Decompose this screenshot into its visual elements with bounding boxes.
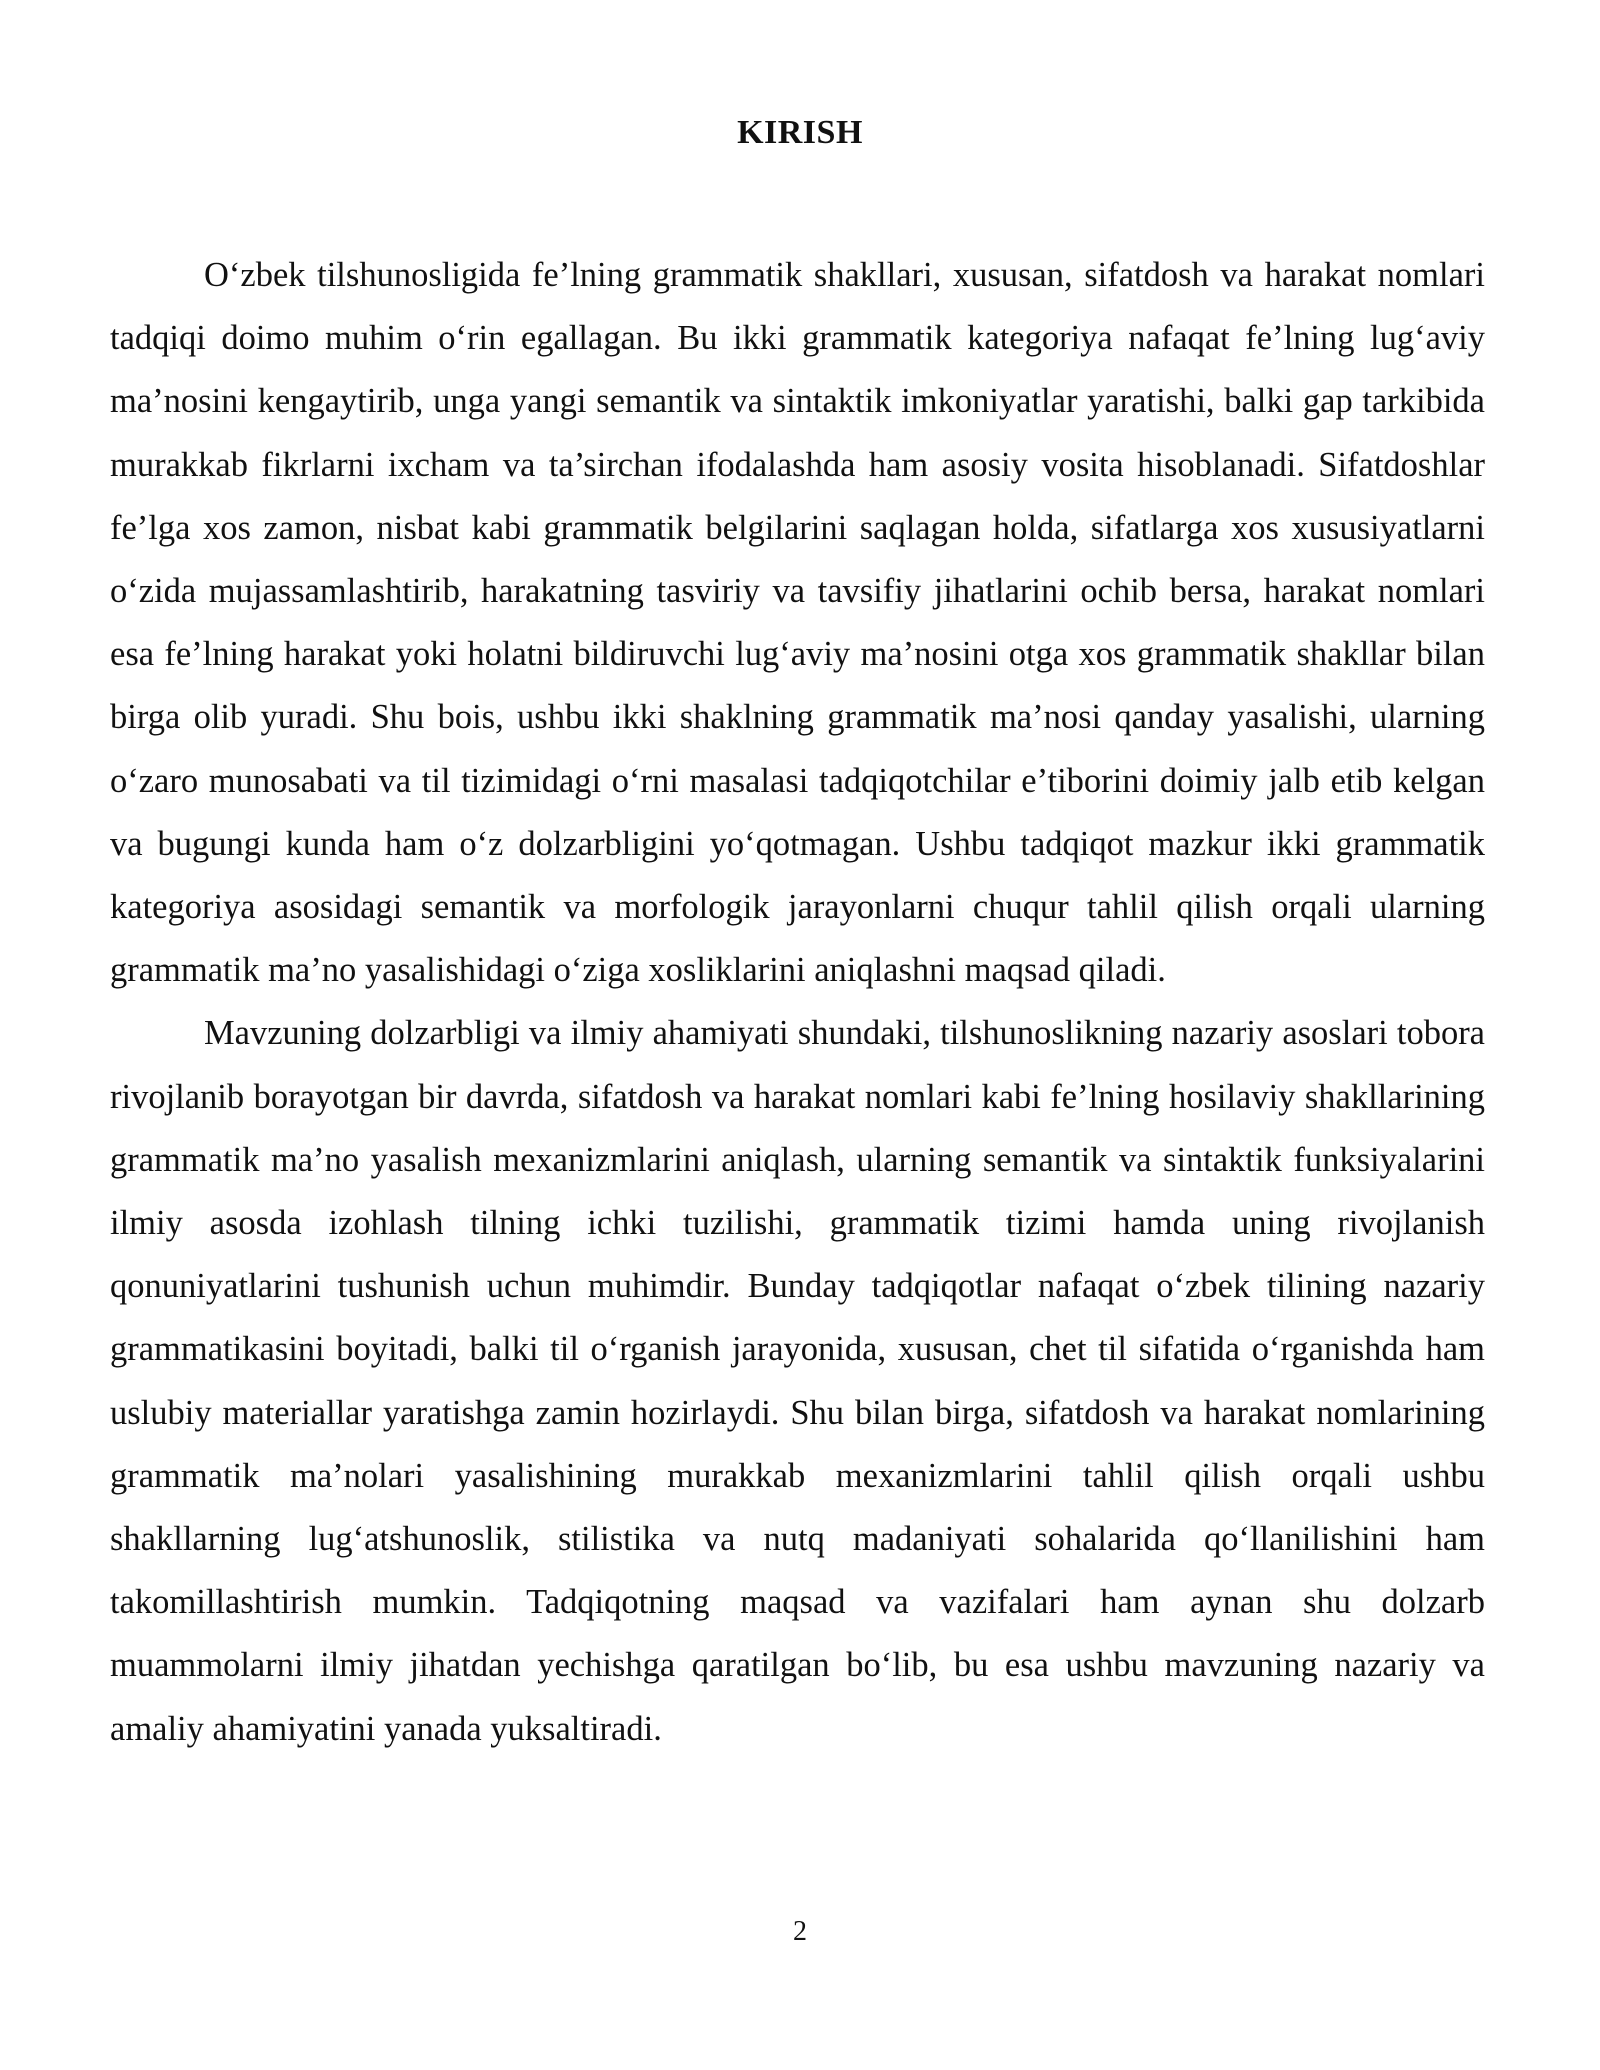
paragraph-intro: O‘zbek tilshunosligida fe’lning grammatik shakllari, xususan, sifatdosh va harakat nomlari tadqiqi doimo muhim o‘rin egallagan. Bu ikki grammatik kategoriya nafaqat fe’lning lug‘aviy ma’nosini kengaytirib, unga yangi semantik va sintaktik imkoniyatlar yaratishi, balki gap tarkibida murakkab fikrlarni ixcham va ta’sirchan ifodalashda ham asosiy vosita hisoblanadi. Sifatdoshlar fe’lga xos zamon, nisbat kabi grammatik belgilarini saqlagan holda, sifatlarga xos xususiyatlarni o‘zida mujassamlashtirib, harakatning tasviriy va tavsifiy jihatlarini ochib bersa, harakat nomlari esa fe’lning harakat yoki holatni bildiruvchi lug‘aviy ma’nosini otga xos grammatik shakllar bilan birga olib yuradi. Shu bois, ushbu ikki shaklning grammatik ma’nosi qanday yasalishi, ularning o‘zaro munosabati va til tizimidagi o‘rni masalasi tadqiqotchilar e’tiborini doimiy jalb etib kelgan va bugungi kunda ham o‘z dolzarbligini yo‘qotmagan. Ushbu tadqiqot mazkur ikki grammatik kategoriya asosidagi semantik va morfologik jarayonlarni chuqur tahlil qilish orqali ularning grammatik ma’no yasalishidagi o‘ziga xosliklarini aniqlashni maqsad qiladi. xyxy=(110,256,1485,990)
page-number: 2 xyxy=(793,1916,807,1947)
body-text xyxy=(110,244,1485,1761)
section-heading: KIRISH xyxy=(737,114,863,151)
paragraph-relevance: Mavzuning dolzarbligi va ilmiy ahamiyati shundaki, tilshunoslikning nazariy asoslari tobora rivojlanib borayotgan bir davrda, sifatdosh va harakat nomlari kabi fe’lning hosilaviy shakllarining grammatik ma’no yasalish mexanizmlarini aniqlash, ularning semantik va sintaktik funksiyalarini ilmiy asosda izohlash tilning ichki tuzilishi, grammatik tizimi hamda uning rivojlanish qonuniyatlarini tushunish uchun muhimdir. Bunday tadqiqotlar nafaqat o‘zbek tilining nazariy grammatikasini boyitadi, balki til o‘rganish jarayonida, xususan, chet til sifatida o‘rganishda ham uslubiy materiallar yaratishga zamin hozirlaydi. Shu bilan birga, sifatdosh va harakat nomlarining grammatik ma’nolari yasalishining murakkab mexanizmlarini tahlil qilish orqali ushbu shakllarning lug‘atshunoslik, stilistika va nutq madaniyati sohalarida qo‘llanilishini ham takomillashtirish mumkin. Tadqiqotning maqsad va vazifalari ham aynan shu dolzarb muammolarni ilmiy jihatdan yechishga qaratilgan bo‘lib, bu esa ushbu mavzuning nazariy va amaliy ahamiyatini yanada yuksaltiradi. xyxy=(110,1014,1485,1748)
